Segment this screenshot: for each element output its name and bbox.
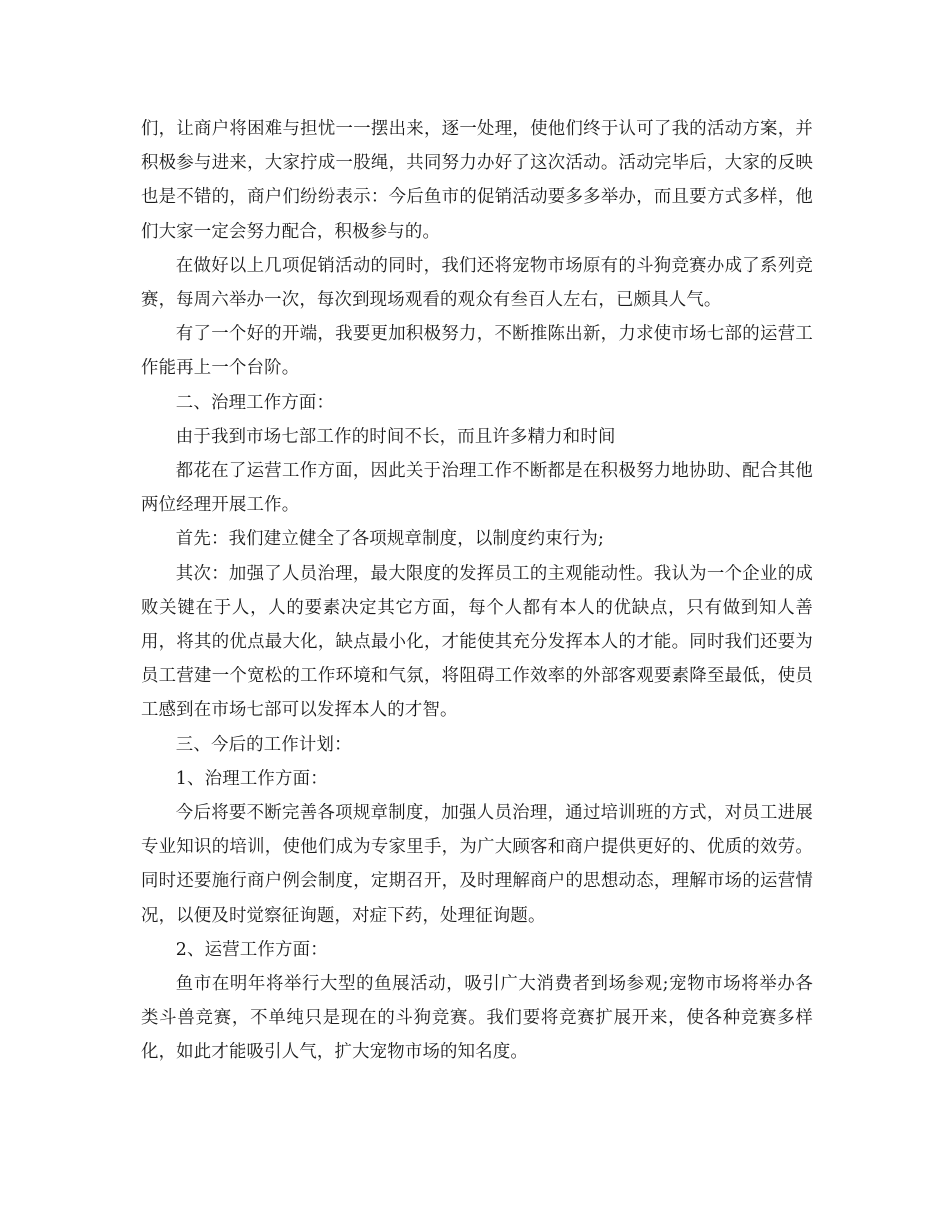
paragraph-second-staff: 其次：加强了人员治理，最大限度的发挥员工的主观能动性。我认为一个企业的成败关键在于人，人的要素决定其它方面，每个人都有本人的优缺点，只有做到知人善用，将其的优点最大化，缺点最小化，才能使其充分发挥本人的才能。同时我们还要为员工营建一个宽松的工作环境和气氛，将阻碍工作效率的外部客观要素降至最低，使员工感到在市场七部可以发挥本人的才智。 bbox=[141, 563, 813, 721]
paragraph-management-plan: 今后将要不断完善各项规章制度，加强人员治理，通过培训班的方式，对员工进展专业知识的培训，使他们成为专家里手，为广大顾客和商户提供更好的、优质的效劳。同时还要施行商户例会制度，定期召开，及时理解商户的思想动态，理解市场的运营情况，以便及时觉察征询题，对症下药，处理征询题。 bbox=[141, 803, 813, 926]
subheading-operations: 2、运营工作方面： bbox=[175, 939, 328, 960]
document-body bbox=[141, 112, 813, 1070]
paragraph-assist-managers: 都花在了运营工作方面，因此关于治理工作不断都是在积极努力地协助、配合其他两位经理开展工作。 bbox=[141, 461, 813, 516]
paragraph-operations-plan: 鱼市在明年将举行大型的鱼展活动，吸引广大消费者到场参观;宠物市场将举办各类斗兽竞赛，不单纯只是现在的斗狗竞赛。我们要将竞赛扩展开来，使各种竞赛多样化，如此才能吸引人气，扩大宠物市场的知名度。 bbox=[141, 974, 813, 1063]
heading-future-plan: 三、今后的工作计划： bbox=[175, 734, 352, 755]
paragraph-first-rules: 首先：我们建立健全了各项规章制度，以制度约束行为; bbox=[175, 529, 605, 550]
paragraph-activity-summary: 们，让商户将困难与担忧一一摆出来，逐一处理，使他们终于认可了我的活动方案，并积极参与进来，大家拧成一股绳，共同努力办好了这次活动。活动完毕后，大家的反映也是不错的，商户们纷纷表示：今后鱼市的促销活动要多多举办，而且要方式多样，他们大家一定会努力配合，积极参与的。 bbox=[141, 119, 813, 242]
paragraph-short-tenure: 由于我到市场七部工作的时间不长，而且许多精力和时间 bbox=[175, 426, 616, 447]
paragraph-good-start: 有了一个好的开端，我要更加积极努力，不断推陈出新，力求使市场七部的运营工作能再上一个台阶。 bbox=[141, 324, 813, 379]
heading-management-work: 二、治理工作方面： bbox=[175, 392, 335, 413]
subheading-management: 1、治理工作方面： bbox=[175, 768, 328, 789]
paragraph-pet-market-competition: 在做好以上几项促销活动的同时，我们还将宠物市场原有的斗狗竞赛办成了系列竞赛，每周六举办一次，每次到现场观看的观众有叁百人左右，已颇具人气。 bbox=[141, 255, 813, 311]
